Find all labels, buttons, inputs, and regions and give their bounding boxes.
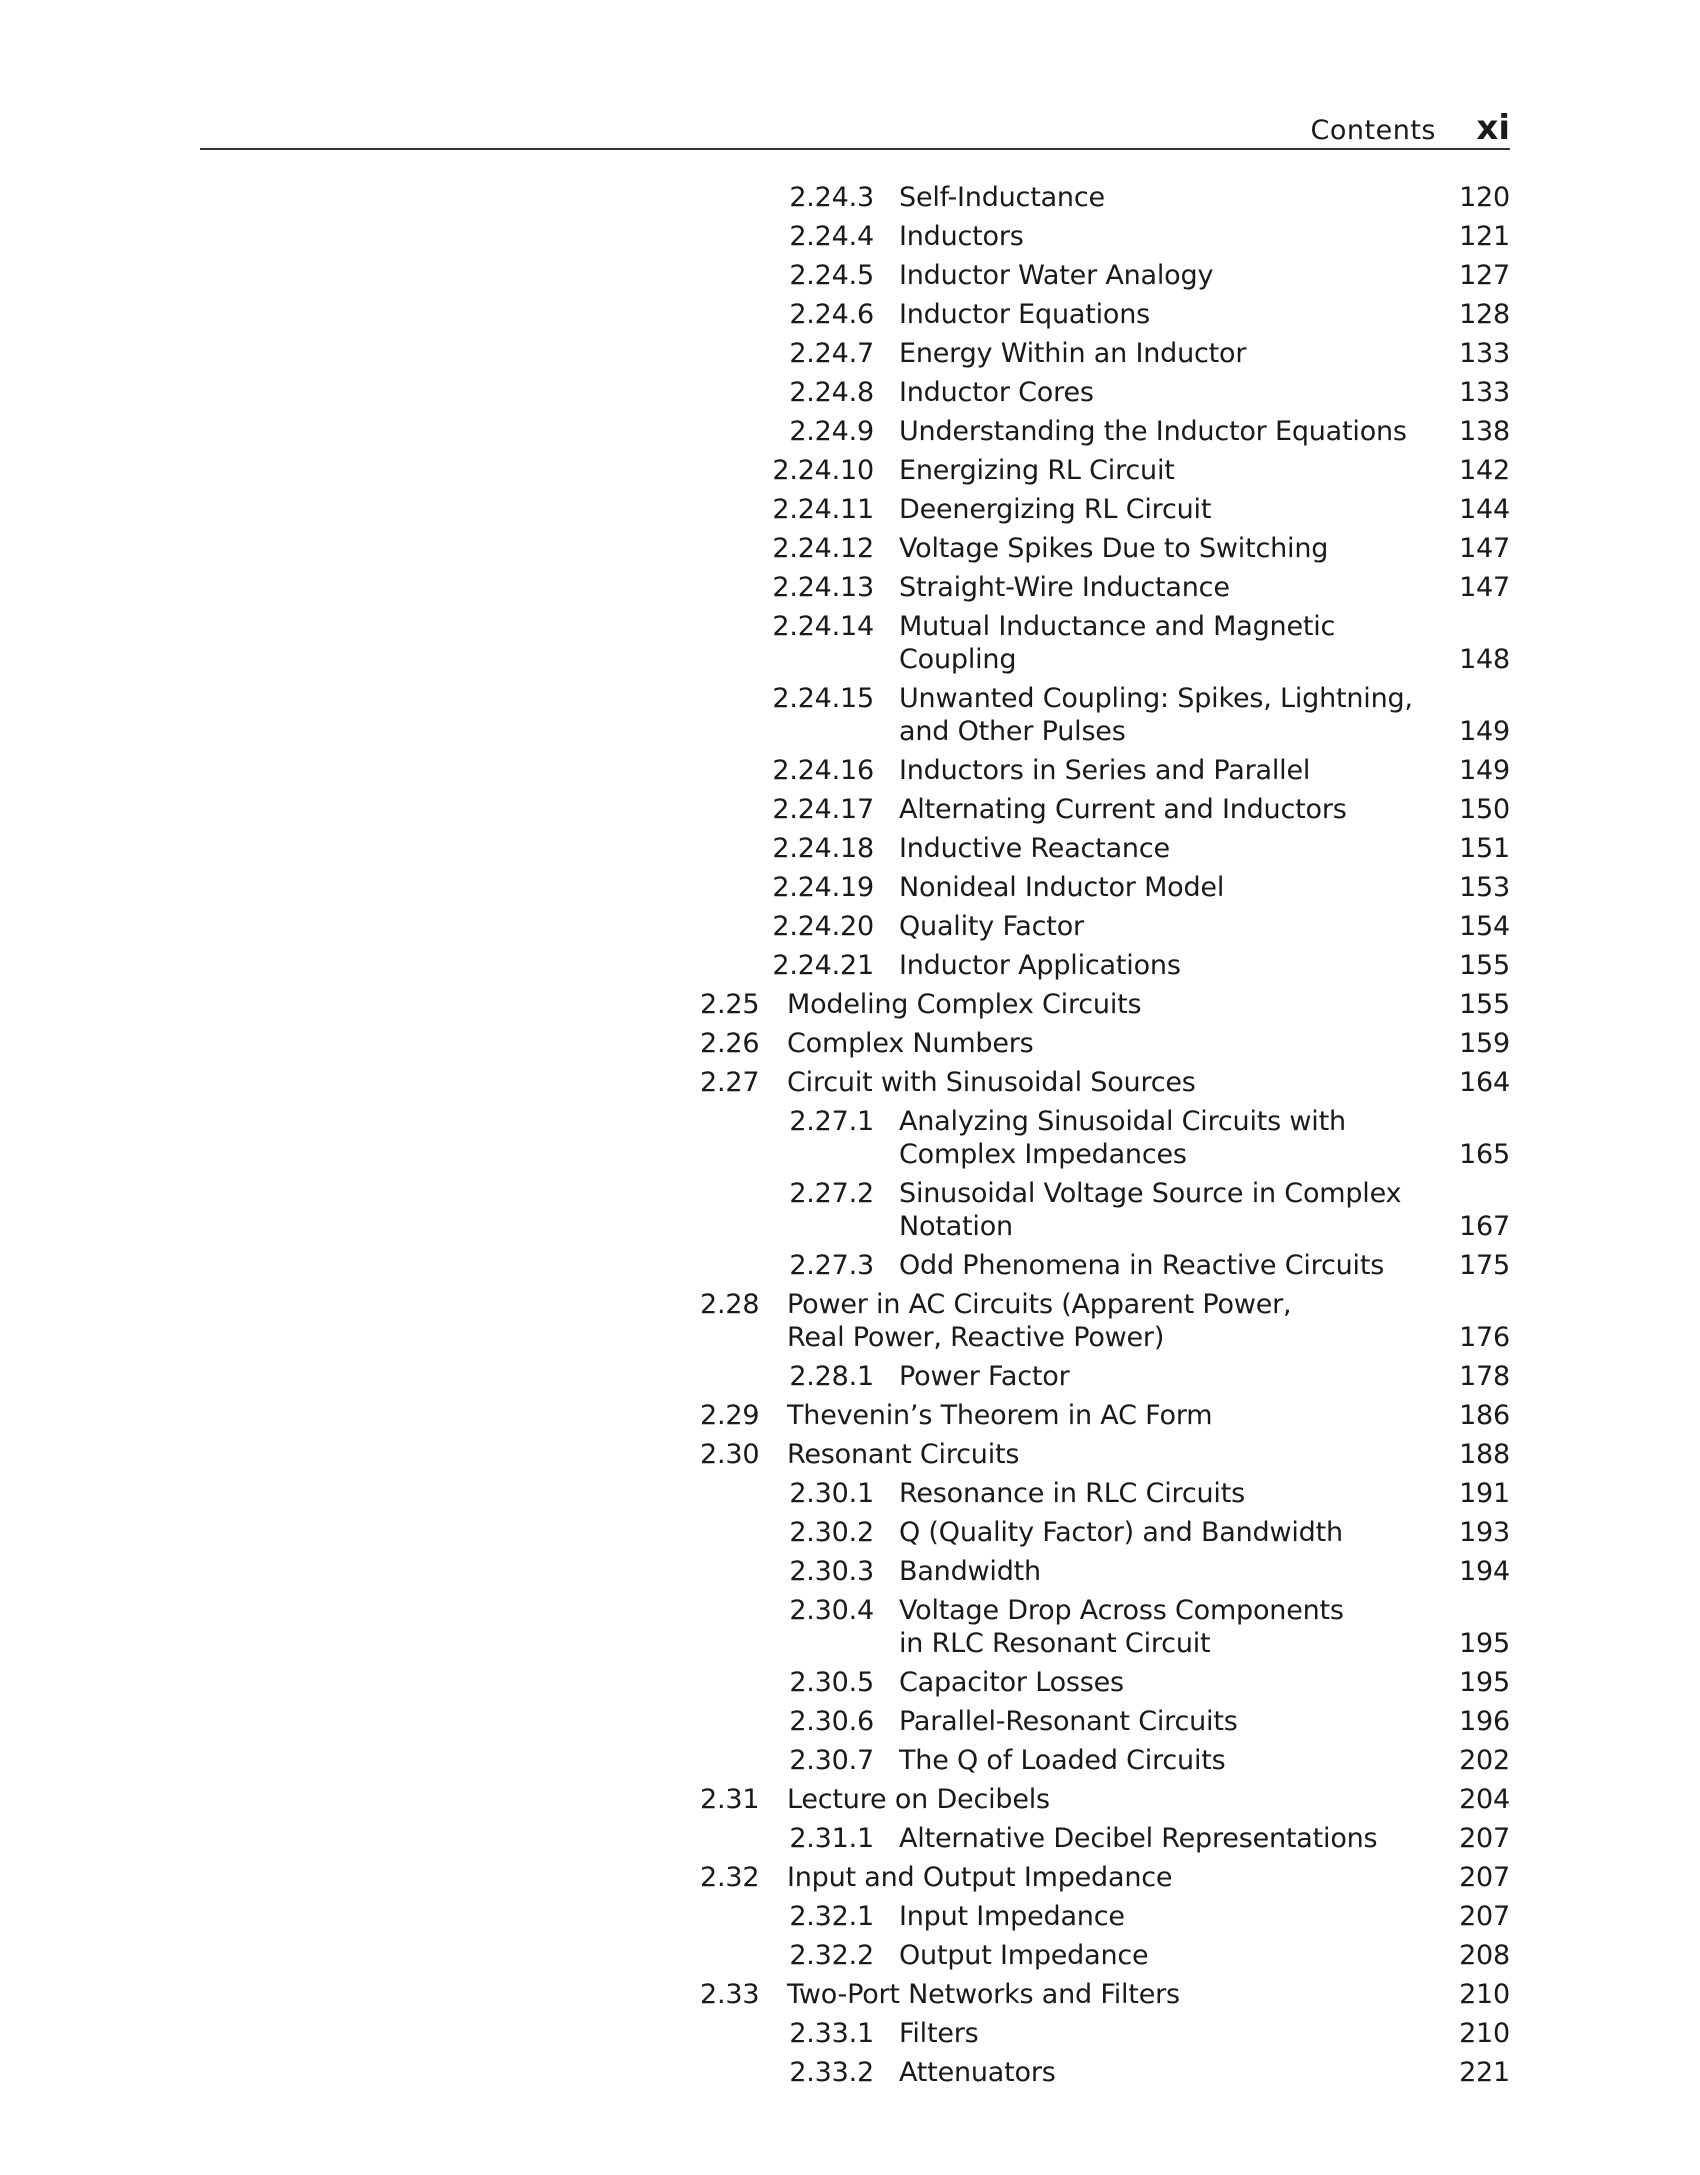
toc-entry-number: 2.24.8 <box>789 377 874 408</box>
toc-entry-number: 2.24.20 <box>772 911 874 942</box>
toc-entry-title: Two-Port Networks and Filters <box>787 1979 1180 2010</box>
toc-entry-page: 221 <box>1459 2057 1510 2088</box>
toc-entry-number: 2.27.1 <box>789 1106 874 1137</box>
toc-entry-page: 149 <box>1459 716 1510 747</box>
toc-entry-title: Input and Output Impedance <box>787 1862 1173 1893</box>
toc-entry-title: Power Factor <box>899 1361 1070 1392</box>
toc-entry-number: 2.24.19 <box>772 872 874 903</box>
toc-entry-number: 2.24.21 <box>772 950 874 981</box>
toc-entry-title: Alternating Current and Inductors <box>899 794 1347 825</box>
toc-entry <box>0 295 1700 334</box>
toc-entry-title: The Q of Loaded Circuits <box>899 1745 1226 1776</box>
toc-entry-page: 178 <box>1459 1361 1510 1392</box>
toc-entry-page: 154 <box>1459 911 1510 942</box>
toc-entry-title: Attenuators <box>899 2057 1056 2088</box>
toc-entry-page: 176 <box>1459 1322 1510 1353</box>
toc-entry <box>0 790 1700 829</box>
toc-entry-title: Voltage Drop Across Components in RLC Resonant Circuit <box>899 1595 1344 1659</box>
toc-entry <box>0 451 1700 490</box>
toc-entry-title: Inductor Applications <box>899 950 1181 981</box>
toc-entry <box>0 217 1700 256</box>
toc-entry-page: 127 <box>1459 260 1510 291</box>
toc-entry <box>0 256 1700 295</box>
toc-entry <box>0 1663 1700 1702</box>
toc-entry-title: Analyzing Sinusoidal Circuits with Complex Impedances <box>899 1106 1346 1170</box>
toc-entry <box>0 1897 1700 1936</box>
toc-entry <box>0 178 1700 217</box>
toc-entry-page: 175 <box>1459 1250 1510 1281</box>
toc-entry-title: Inductors <box>899 221 1024 252</box>
toc-entry-page: 142 <box>1459 455 1510 486</box>
toc-entry <box>0 1780 1700 1819</box>
toc-entry-number: 2.30.6 <box>789 1706 874 1737</box>
toc-entry-title: Q (Quality Factor) and Bandwidth <box>899 1517 1343 1548</box>
toc-entry-title: Resonance in RLC Circuits <box>899 1478 1245 1509</box>
toc-entry <box>0 1246 1700 1285</box>
toc-entry-page: 121 <box>1459 221 1510 252</box>
toc-entry-number: 2.30.5 <box>789 1667 874 1698</box>
toc-entry-number: 2.24.5 <box>789 260 874 291</box>
toc-entry <box>0 1936 1700 1975</box>
toc-entry-number: 2.32.2 <box>789 1940 874 1971</box>
toc-entry-title: Lecture on Decibels <box>787 1784 1050 1815</box>
toc-entry-title: Sinusoidal Voltage Source in Complex Notation <box>899 1178 1402 1242</box>
toc-entry <box>0 1702 1700 1741</box>
toc-entry-title: Power in AC Circuits (Apparent Power, Real Power, Reactive Power) <box>787 1289 1292 1353</box>
toc-entry-title: Inductive Reactance <box>899 833 1170 864</box>
toc-entry-title: Thevenin’s Theorem in AC Form <box>787 1400 1213 1431</box>
toc-entry-number: 2.24.12 <box>772 533 874 564</box>
toc-entry-title: Complex Numbers <box>787 1028 1034 1059</box>
toc-entry-page: 164 <box>1459 1067 1510 1098</box>
toc-entry-title: Voltage Spikes Due to Switching <box>899 533 1329 564</box>
toc-entry-number: 2.26 <box>700 1028 760 1059</box>
toc-entry <box>0 529 1700 568</box>
toc-entry-title: Resonant Circuits <box>787 1439 1020 1470</box>
toc-entry-number: 2.24.3 <box>789 182 874 213</box>
toc-entry <box>0 1819 1700 1858</box>
toc-entry-page: 149 <box>1459 755 1510 786</box>
toc-entry-page: 153 <box>1459 872 1510 903</box>
toc-entry-page: 195 <box>1459 1667 1510 1698</box>
toc-entry-title: Modeling Complex Circuits <box>787 989 1142 1020</box>
toc-entry-title: Circuit with Sinusoidal Sources <box>787 1067 1196 1098</box>
toc-entry-title: Inductors in Series and Parallel <box>899 755 1311 786</box>
toc-entry-page: 188 <box>1459 1439 1510 1470</box>
toc-entry-title: Filters <box>899 2018 979 2049</box>
toc-entry-page: 210 <box>1459 1979 1510 2010</box>
toc-entry-number: 2.24.14 <box>772 611 874 642</box>
toc-entry <box>0 679 1700 751</box>
toc-entry-page: 155 <box>1459 989 1510 1020</box>
toc-entry-number: 2.24.15 <box>772 683 874 714</box>
toc-entry-title: Self-Inductance <box>899 182 1105 213</box>
toc-entry-page: 186 <box>1459 1400 1510 1431</box>
toc-entry-title: Input Impedance <box>899 1901 1125 1932</box>
toc-entry <box>0 334 1700 373</box>
toc-entry-page: 144 <box>1459 494 1510 525</box>
toc-entry <box>0 1174 1700 1246</box>
toc-entry-number: 2.25 <box>700 989 760 1020</box>
toc-entry-number: 2.24.16 <box>772 755 874 786</box>
toc-entry <box>0 751 1700 790</box>
toc-entry-number: 2.24.17 <box>772 794 874 825</box>
toc-entry-page: 150 <box>1459 794 1510 825</box>
toc-entry-number: 2.28.1 <box>789 1361 874 1392</box>
toc-entry-title: Bandwidth <box>899 1556 1041 1587</box>
toc-entry <box>0 1552 1700 1591</box>
toc-entry-number: 2.32 <box>700 1862 760 1893</box>
toc-entry <box>0 868 1700 907</box>
toc-entry-page: 207 <box>1459 1823 1510 1854</box>
toc-entry-number: 2.24.9 <box>789 416 874 447</box>
toc-entry-number: 2.29 <box>700 1400 760 1431</box>
toc-entry-number: 2.33.2 <box>789 2057 874 2088</box>
toc-entry-title: Inductor Equations <box>899 299 1151 330</box>
toc-entry-page: 120 <box>1459 182 1510 213</box>
toc-entry-title: Mutual Inductance and Magnetic Coupling <box>899 611 1336 675</box>
toc-entry-page: 155 <box>1459 950 1510 981</box>
toc-entry <box>0 1024 1700 1063</box>
toc-entry-title: Energizing RL Circuit <box>899 455 1175 486</box>
toc-entry-title: Odd Phenomena in Reactive Circuits <box>899 1250 1385 1281</box>
toc-entry-page: 210 <box>1459 2018 1510 2049</box>
toc-entry-number: 2.27.3 <box>789 1250 874 1281</box>
toc-entry-number: 2.27.2 <box>789 1178 874 1209</box>
toc-entry <box>0 1357 1700 1396</box>
toc-entry <box>0 1396 1700 1435</box>
toc-entry-title: Straight-Wire Inductance <box>899 572 1230 603</box>
toc-entry <box>0 1435 1700 1474</box>
toc-entry <box>0 1474 1700 1513</box>
toc-entry-number: 2.32.1 <box>789 1901 874 1932</box>
toc-entry <box>0 1063 1700 1102</box>
toc-entry-number: 2.24.7 <box>789 338 874 369</box>
toc-entry <box>0 373 1700 412</box>
toc-entry-title: Capacitor Losses <box>899 1667 1124 1698</box>
toc-entry <box>0 907 1700 946</box>
toc-entry-title: Unwanted Coupling: Spikes, Lightning, and Other Pulses <box>899 683 1413 747</box>
toc-entry <box>0 1102 1700 1174</box>
toc-entry-number: 2.28 <box>700 1289 760 1320</box>
toc-entry-page: 196 <box>1459 1706 1510 1737</box>
toc-entry-page: 191 <box>1459 1478 1510 1509</box>
toc-entry-page: 133 <box>1459 377 1510 408</box>
toc-entry-number: 2.30.2 <box>789 1517 874 1548</box>
toc-entry-page: 133 <box>1459 338 1510 369</box>
page-header <box>200 104 1510 150</box>
toc-entry <box>0 985 1700 1024</box>
toc-entry-number: 2.24.18 <box>772 833 874 864</box>
toc-entry <box>0 2053 1700 2092</box>
toc-entry <box>0 1975 1700 2014</box>
toc-entry <box>0 412 1700 451</box>
toc-entry-number: 2.33 <box>700 1979 760 2010</box>
toc-entry-page: 194 <box>1459 1556 1510 1587</box>
toc-entry-number: 2.24.11 <box>772 494 874 525</box>
toc-entry-number: 2.33.1 <box>789 2018 874 2049</box>
toc-entry-number: 2.24.6 <box>789 299 874 330</box>
toc-entry-title: Output Impedance <box>899 1940 1149 1971</box>
toc-entry <box>0 1591 1700 1663</box>
toc-entry-title: Inductor Water Analogy <box>899 260 1214 291</box>
toc-entry-number: 2.31.1 <box>789 1823 874 1854</box>
toc-entry-title: Deenergizing RL Circuit <box>899 494 1212 525</box>
toc-entry <box>0 1513 1700 1552</box>
toc-entry-page: 165 <box>1459 1139 1510 1170</box>
toc-entry-title: Energy Within an Inductor <box>899 338 1247 369</box>
toc-entry-page: 207 <box>1459 1862 1510 1893</box>
toc-entry-page: 147 <box>1459 533 1510 564</box>
toc-entry-number: 2.30.3 <box>789 1556 874 1587</box>
table-of-contents <box>0 178 1700 2092</box>
toc-entry <box>0 2014 1700 2053</box>
toc-entry-page: 195 <box>1459 1628 1510 1659</box>
toc-entry-number: 2.24.4 <box>789 221 874 252</box>
toc-entry <box>0 946 1700 985</box>
toc-entry-page: 147 <box>1459 572 1510 603</box>
toc-entry-page: 207 <box>1459 1901 1510 1932</box>
toc-entry-number: 2.24.10 <box>772 455 874 486</box>
toc-entry-title: Inductor Cores <box>899 377 1094 408</box>
toc-entry-number: 2.30.1 <box>789 1478 874 1509</box>
toc-entry-title: Nonideal Inductor Model <box>899 872 1225 903</box>
running-head-label: Contents <box>1310 115 1436 146</box>
toc-entry-page: 193 <box>1459 1517 1510 1548</box>
toc-entry-number: 2.30.4 <box>789 1595 874 1626</box>
toc-entry <box>0 607 1700 679</box>
toc-entry <box>0 1741 1700 1780</box>
toc-entry <box>0 1858 1700 1897</box>
toc-entry <box>0 568 1700 607</box>
toc-entry-page: 148 <box>1459 644 1510 675</box>
toc-entry-page: 151 <box>1459 833 1510 864</box>
toc-entry <box>0 490 1700 529</box>
toc-entry <box>0 1285 1700 1357</box>
toc-entry-page: 208 <box>1459 1940 1510 1971</box>
page-number: xi <box>1476 108 1510 148</box>
toc-entry-title: Parallel-Resonant Circuits <box>899 1706 1238 1737</box>
toc-entry-number: 2.30 <box>700 1439 760 1470</box>
toc-entry-page: 167 <box>1459 1211 1510 1242</box>
toc-entry-title: Quality Factor <box>899 911 1084 942</box>
toc-entry-page: 138 <box>1459 416 1510 447</box>
toc-entry-number: 2.30.7 <box>789 1745 874 1776</box>
toc-entry-page: 204 <box>1459 1784 1510 1815</box>
toc-entry-number: 2.27 <box>700 1067 760 1098</box>
toc-entry-page: 159 <box>1459 1028 1510 1059</box>
toc-entry-page: 128 <box>1459 299 1510 330</box>
toc-entry-number: 2.24.13 <box>772 572 874 603</box>
toc-entry-title: Understanding the Inductor Equations <box>899 416 1407 447</box>
toc-entry-number: 2.31 <box>700 1784 760 1815</box>
toc-entry-page: 202 <box>1459 1745 1510 1776</box>
toc-entry-title: Alternative Decibel Representations <box>899 1823 1378 1854</box>
toc-entry <box>0 829 1700 868</box>
